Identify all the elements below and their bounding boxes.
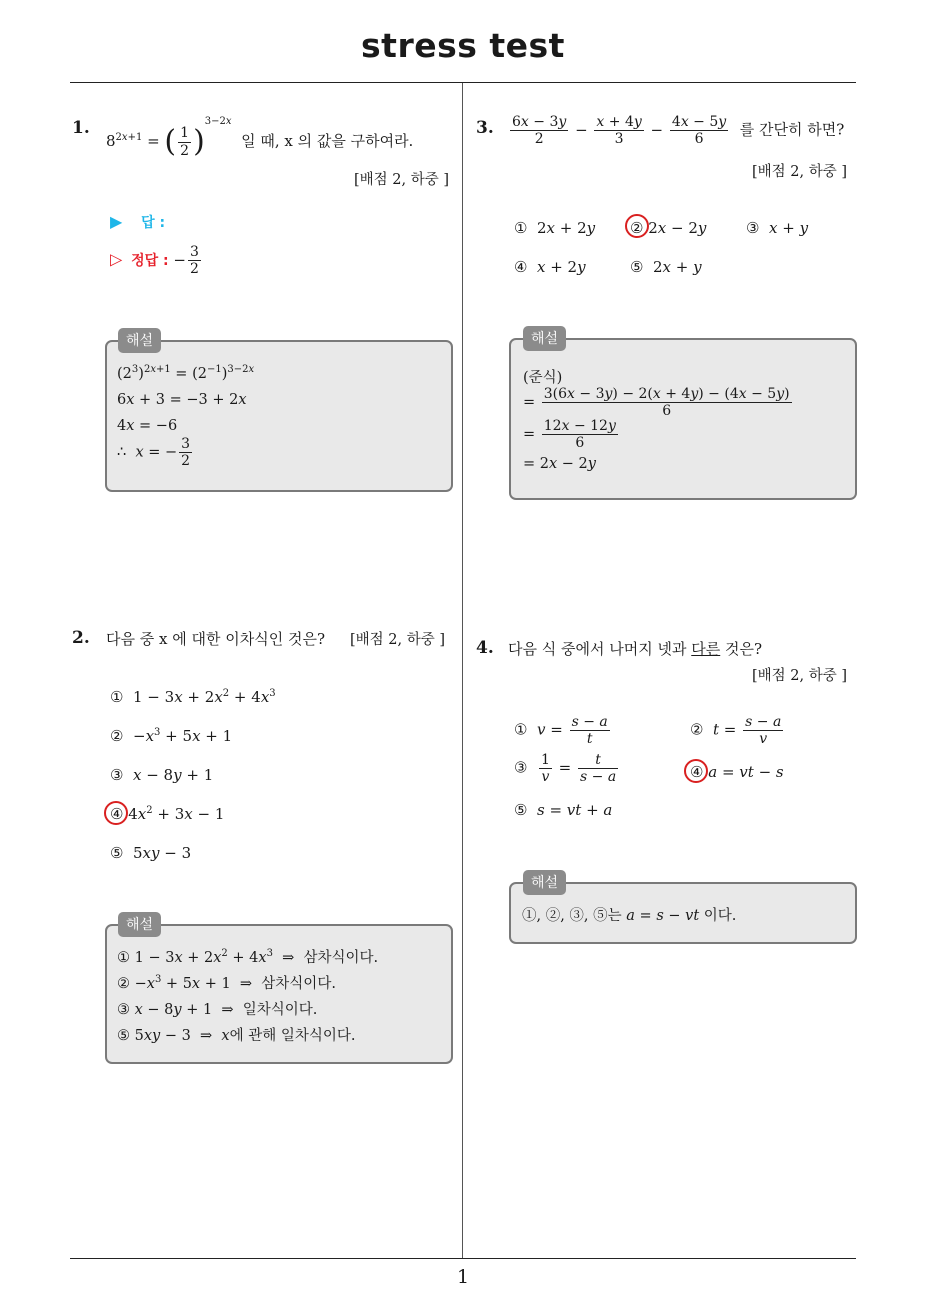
q3-answer-mark-circle <box>625 214 649 238</box>
page-number: 1 <box>456 1266 470 1288</box>
q4-option-2[interactable]: ② t = $\frac{s - a}{v}$ <box>690 714 782 748</box>
q1-prompt <box>106 116 413 159</box>
q3-expression: $\frac{6x - 3y}{2}$ − $\frac{x + 4y}{3}$ − $\frac{4x - 5y}{6}$ <box>512 114 727 148</box>
q4-prompt-before: 다음 식 중에서 나머지 넷과 <box>508 640 687 658</box>
q4-answer-mark-circle <box>684 759 708 783</box>
q3-explanation-line-2: = $\frac{3(6x - 3y) - 2(x + 4y) - (4x - 5y)}{6}$ <box>523 386 790 420</box>
q3-option-2[interactable]: ② 2x − 2y <box>630 219 707 237</box>
q1-meta: [배점 2, 하중 ] <box>354 172 450 188</box>
play-arrow-icon: ▶ <box>110 212 123 231</box>
q2-option-1[interactable]: ① $1 - 3x + 2x^2 + 4x^3$ <box>110 688 276 706</box>
q2-number: 2. <box>72 628 90 648</box>
q2-explanation-line-1: ① $1 - 3x + 2x^2 + 4x^3$ ⇒ 삼차식이다. <box>117 948 379 966</box>
q3-meta: [배점 2, 하중 ] <box>752 164 848 180</box>
q2-explanation-line-4: ⑤ 5xy − 3 ⇒ x에 관해 일차식이다. <box>117 1028 356 1044</box>
q3-explanation-line-4: = 2x − 2y <box>523 456 596 472</box>
q2-option-2[interactable]: ② $-x^3 + 5x + 1$ <box>110 727 233 745</box>
q4-number: 4. <box>476 638 494 658</box>
q4-explanation-text: ①, ②, ③, ⑤는 a = s − vt 이다. <box>522 908 737 924</box>
q3-explanation-tag: 해설 <box>523 326 566 351</box>
q4-prompt-after: 것은? <box>725 640 763 658</box>
q3-prompt <box>508 114 844 147</box>
q4-meta: [배점 2, 하중 ] <box>752 668 848 684</box>
q4-option-3[interactable]: ③ $\frac{1}{v}$ = $\frac{t}{s - a}$ <box>514 752 617 786</box>
column-divider <box>462 83 463 1259</box>
q1-number: 1. <box>72 118 90 138</box>
page-title: stress test <box>361 26 565 65</box>
q3-number: 3. <box>476 118 494 138</box>
q2-explanation-tag: 해설 <box>118 912 161 937</box>
q2-meta: [배점 2, 하중 ] <box>350 632 446 648</box>
q2-explanation-line-3: ③ x − 8y + 1 ⇒ 일차식이다. <box>117 1002 318 1018</box>
q1-explanation-box <box>105 340 453 492</box>
q1-equation: $8^{2x+1}$ = ( $\frac{1}{2}$ )$^{3-2x}$ <box>106 116 232 159</box>
q3-option-1[interactable]: ① 2x + 2y <box>514 219 596 237</box>
q2-prompt: 다음 중 x 에 대한 이차식인 것은? <box>106 630 325 648</box>
q1-correct-label: 정답 : <box>131 252 169 269</box>
q4-prompt <box>508 638 762 659</box>
q1-correct-row <box>110 244 203 277</box>
q4-option-1[interactable]: ① v = $\frac{s - a}{t}$ <box>514 714 608 748</box>
q1-explanation-line-1: $(2^3)^{2x+1} = (2^{-1})^{3-2x}$ <box>117 364 255 382</box>
q4-explanation-tag: 해설 <box>523 870 566 895</box>
q1-answer-label: 답 : <box>141 215 166 231</box>
q3-prompt-text: 를 간단히 하면? <box>739 120 845 139</box>
q1-correct-value: − $\frac{3}{2}$ <box>173 244 199 278</box>
q3-option-4[interactable]: ④ x + 2y <box>514 258 586 276</box>
q2-option-3[interactable]: ③ x − 8y + 1 <box>110 766 214 784</box>
q3-option-5[interactable]: ⑤ 2x + y <box>630 258 702 276</box>
q2-explanation-line-2: ② $-x^3 + 5x + 1$ ⇒ 삼차식이다. <box>117 974 336 992</box>
q4-option-5[interactable]: ⑤ s = vt + a <box>514 801 613 819</box>
q2-answer-mark-circle <box>104 801 128 825</box>
q1-explanation-line-2: 6x + 3 = −3 + 2x <box>117 392 247 408</box>
footer-rule <box>70 1258 856 1259</box>
q2-option-4[interactable]: ④ $4x^2 + 3x - 1$ <box>110 805 225 823</box>
q1-prompt-text: 일 때, x 의 값을 구하여라. <box>241 132 414 150</box>
q1-explanation-line-4: ∴ x = − $\frac{3}{2}$ <box>117 436 191 470</box>
q1-explanation-line-3: 4x = −6 <box>117 418 178 434</box>
q4-option-4[interactable]: ④ a = vt − s <box>690 763 784 781</box>
q2-option-5[interactable]: ⑤ 5xy − 3 <box>110 844 192 862</box>
q3-option-3[interactable]: ③ x + y <box>746 219 809 237</box>
q3-explanation-line-1: (준식) <box>523 370 563 386</box>
q1-explanation-tag: 해설 <box>118 328 161 353</box>
header-rule <box>70 82 856 83</box>
outline-arrow-icon: ▷ <box>110 249 123 269</box>
q1-answer-row <box>110 212 165 232</box>
q4-prompt-underlined: 다른 <box>691 640 721 658</box>
q3-explanation-line-3: = $\frac{12x - 12y}{6}$ <box>523 418 616 452</box>
